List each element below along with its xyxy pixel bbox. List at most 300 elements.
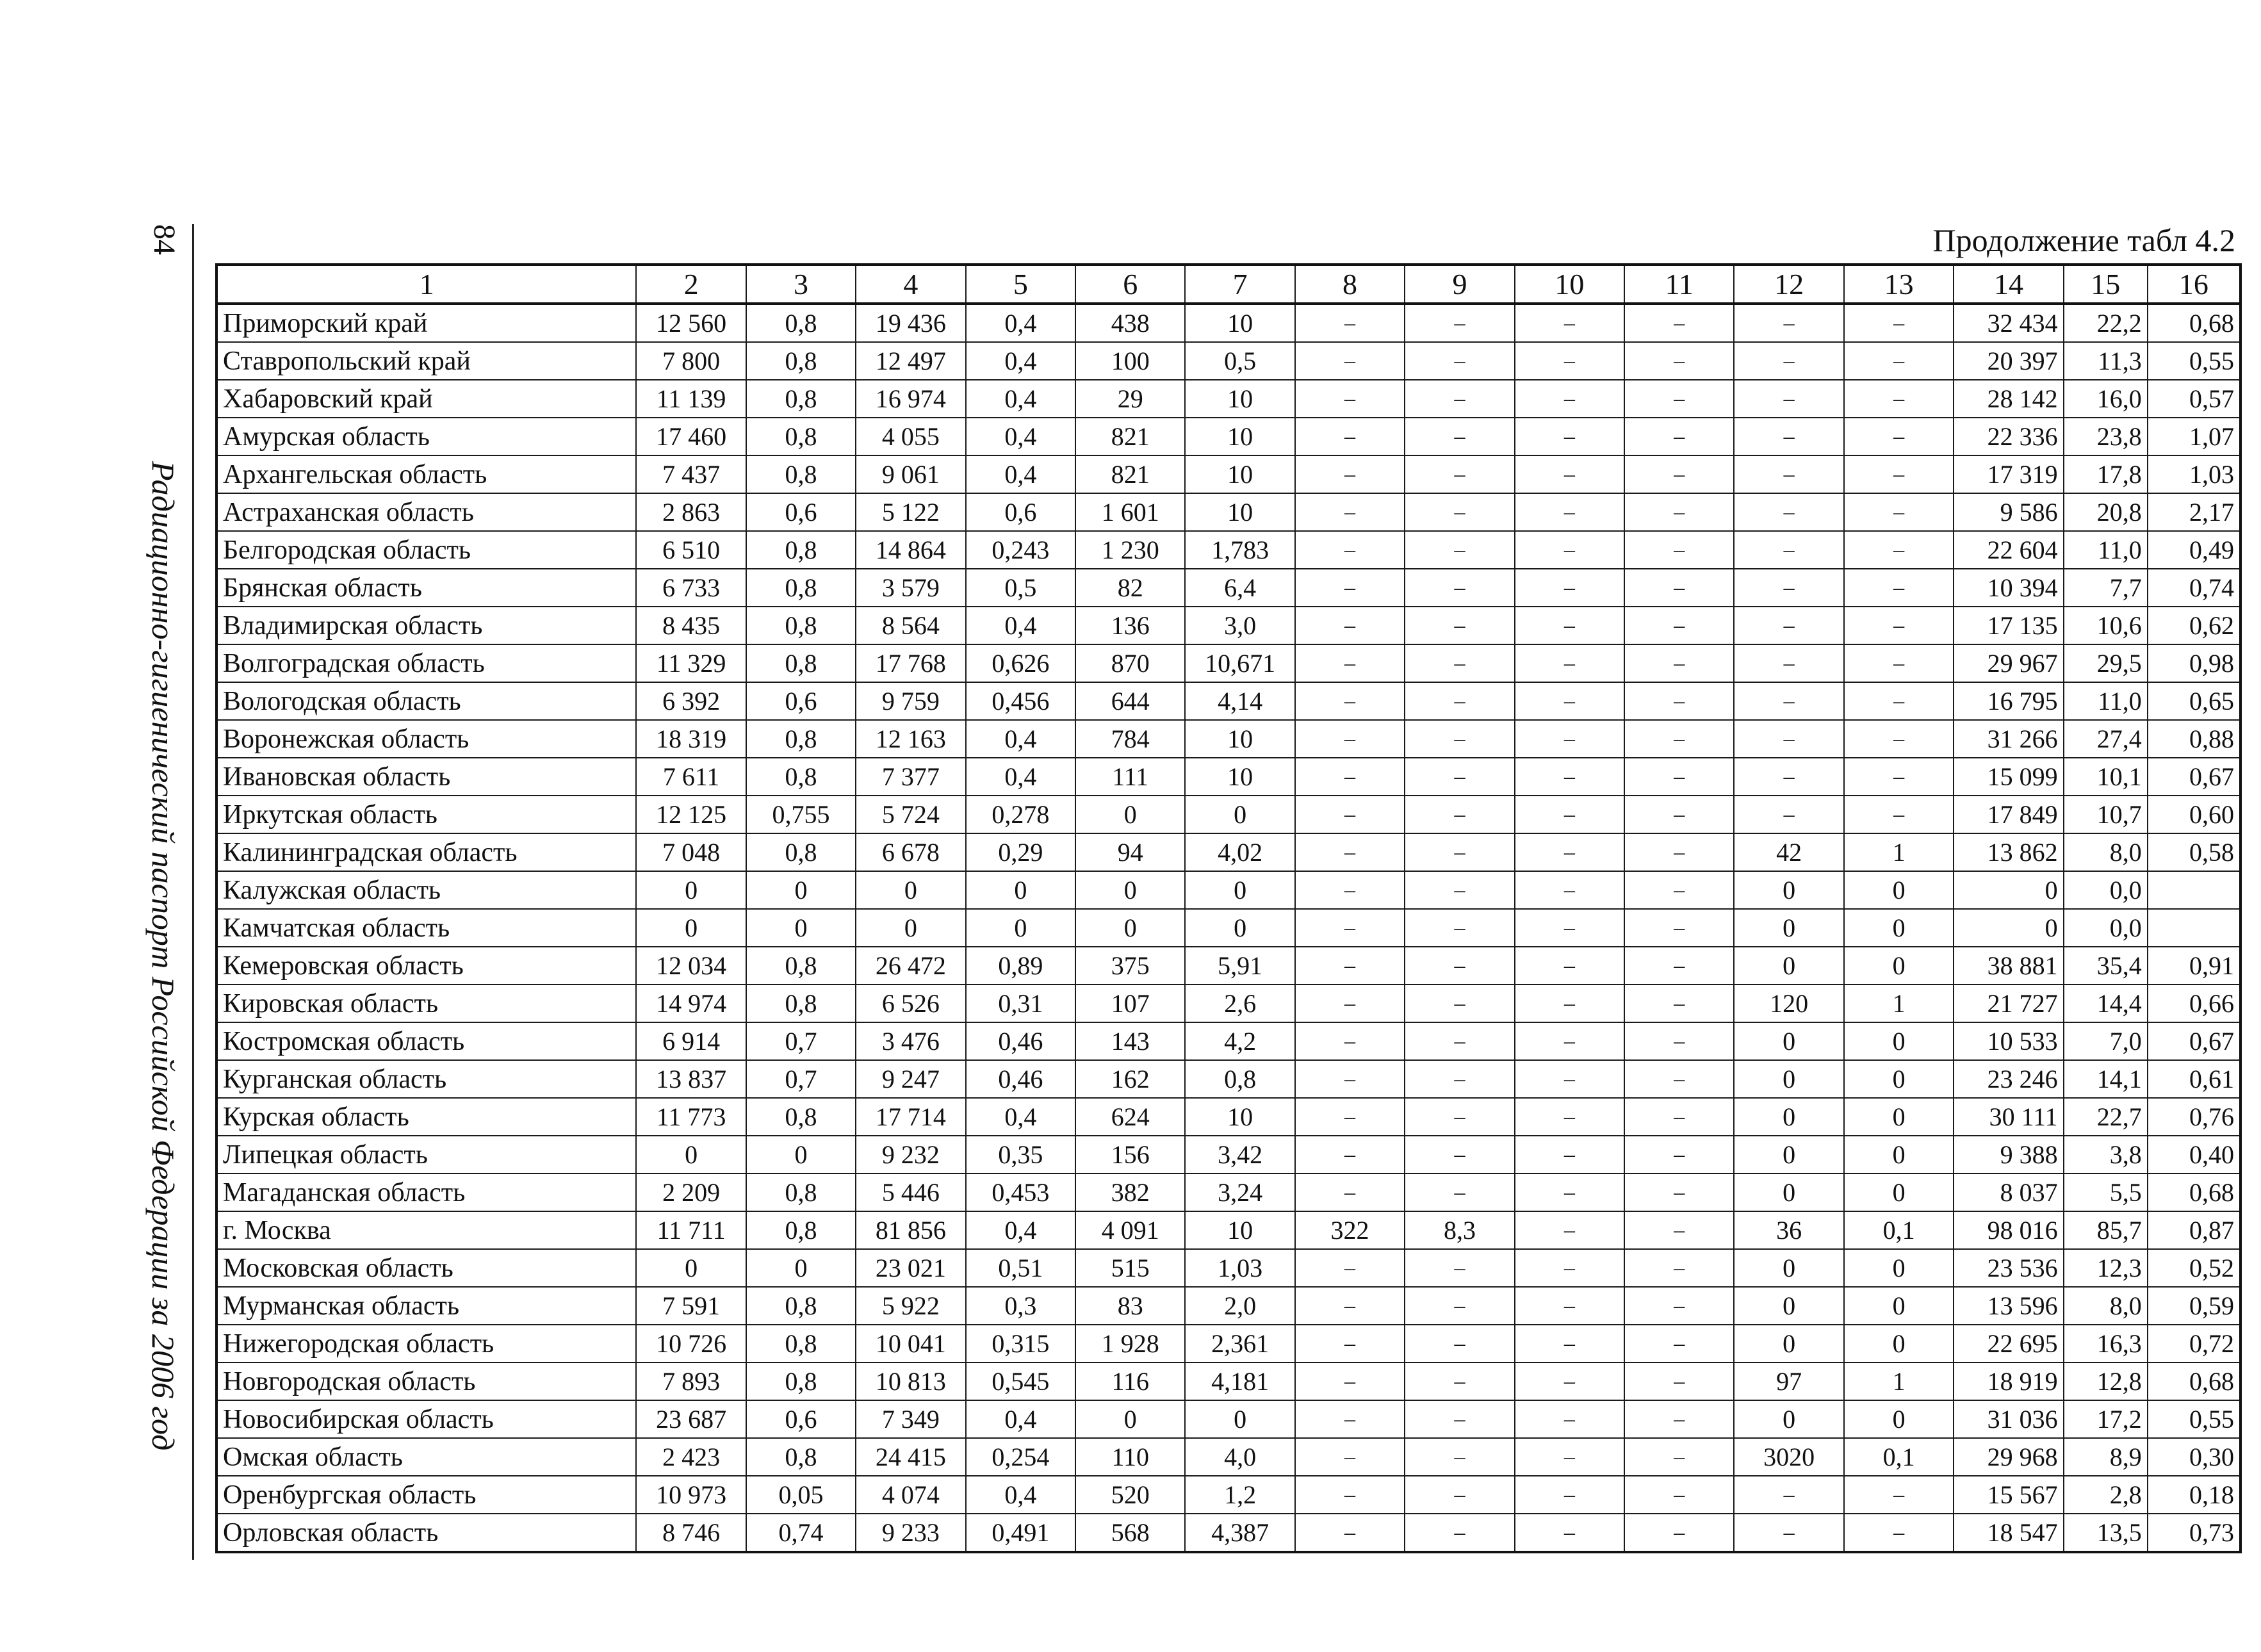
region-name-cell: Кировская область [216,985,636,1022]
table-cell: 0 [1844,909,1954,947]
table-cell: 0,8 [746,1362,856,1400]
column-header: 9 [1405,265,1514,304]
table-cell: – [1405,493,1514,531]
table-row [216,1211,2241,1249]
table-cell: 1,07 [2148,418,2241,455]
table-cell: 29 [1075,380,1185,418]
table-cell: – [1515,531,1624,569]
table-cell: 0,89 [966,947,1075,985]
table-cell: 0,4 [966,418,1075,455]
table-row [216,607,2241,644]
table-cell: – [1295,1400,1405,1438]
table-cell: 110 [1075,1438,1185,1476]
table-cell: 0,8 [746,1211,856,1249]
table-cell: 1,03 [2148,455,2241,493]
table-cell: 0 [636,1249,746,1287]
table-cell: – [1405,833,1514,871]
table-cell: 7 377 [856,758,965,796]
region-name-cell: Нижегородская область [216,1325,636,1362]
table-row [216,1136,2241,1174]
table-cell: 2 423 [636,1438,746,1476]
table-cell: 3,0 [1185,607,1294,644]
table-cell: – [1295,1098,1405,1136]
table-cell: 10 041 [856,1325,965,1362]
table-cell: 2,17 [2148,493,2241,531]
table-cell: 3 579 [856,569,965,607]
table-cell: – [1515,985,1624,1022]
table-cell: – [1515,947,1624,985]
table-cell: 0,67 [2148,758,2241,796]
table-cell: 0 [1954,871,2063,909]
table-cell [2148,871,2241,909]
table-cell: 0,8 [746,947,856,985]
region-name-cell: Астраханская область [216,493,636,531]
table-cell: 13 837 [636,1060,746,1098]
table-cell: 0,68 [2148,1174,2241,1211]
table-cell: – [1295,304,1405,342]
table-cell: – [1515,1514,1624,1552]
table-cell: 10 [1185,720,1294,758]
table-cell: – [1405,569,1514,607]
table-cell: – [1405,418,1514,455]
table-cell: – [1295,644,1405,682]
table-cell: 0 [1844,947,1954,985]
table-cell: – [1515,720,1624,758]
table-row [216,1325,2241,1362]
table-cell: 0 [636,909,746,947]
table-cell: 870 [1075,644,1185,682]
table-cell: – [1624,1287,1734,1325]
table-cell: – [1844,569,1954,607]
table-cell: 0 [1075,871,1185,909]
table-cell: 0 [1844,1060,1954,1098]
table-cell: – [1734,1476,1843,1514]
table-cell: 515 [1075,1249,1185,1287]
table-cell: 1,783 [1185,531,1294,569]
table-row [216,304,2241,342]
table-cell: 12 163 [856,720,965,758]
table-cell: – [1624,304,1734,342]
table-cell: 0,57 [2148,380,2241,418]
table-cell: 0 [1734,1136,1843,1174]
column-header: 8 [1295,265,1405,304]
table-cell: – [1295,342,1405,380]
table-cell: 382 [1075,1174,1185,1211]
table-cell: 1 [1844,1362,1954,1400]
table-cell: 8 037 [1954,1174,2063,1211]
table-cell: 10 [1185,304,1294,342]
table-cell: – [1515,1476,1624,1514]
column-header: 3 [746,265,856,304]
table-cell: 0,46 [966,1060,1075,1098]
table-cell: 0 [1185,909,1294,947]
table-cell: 0,5 [1185,342,1294,380]
table-cell: – [1405,531,1514,569]
table-cell: 1 601 [1075,493,1185,531]
table-cell: 35,4 [2064,947,2148,985]
table-cell: – [1734,720,1843,758]
table-cell: 11,3 [2064,342,2148,380]
table-cell: 0,59 [2148,1287,2241,1325]
table-row [216,909,2241,947]
region-name-cell: Мурманская область [216,1287,636,1325]
region-name-cell: Брянская область [216,569,636,607]
table-cell: – [1405,1098,1514,1136]
table-row [216,1249,2241,1287]
table-cell: 438 [1075,304,1185,342]
table-cell: 0 [1734,1325,1843,1362]
table-cell: – [1295,1362,1405,1400]
table-cell: 0,8 [746,1287,856,1325]
table-cell: 0,18 [2148,1476,2241,1514]
table-cell: 7,7 [2064,569,2148,607]
table-cell: – [1624,796,1734,833]
table-cell: 32 434 [1954,304,2063,342]
table-cell: 0 [1734,1400,1843,1438]
region-name-cell: Кемеровская область [216,947,636,985]
table-cell: 156 [1075,1136,1185,1174]
table-cell: 0 [1185,796,1294,833]
region-name-cell: Камчатская область [216,909,636,947]
table-cell: – [1405,1060,1514,1098]
table-cell: – [1295,455,1405,493]
table-cell: 0,91 [2148,947,2241,985]
table-cell: 2,361 [1185,1325,1294,1362]
table-cell: – [1624,418,1734,455]
region-name-cell: Омская область [216,1438,636,1476]
table-cell: 3,42 [1185,1136,1294,1174]
table-cell: 0,545 [966,1362,1075,1400]
table-cell: 0,46 [966,1022,1075,1060]
table-cell: 10 [1185,758,1294,796]
table-cell: – [1405,1514,1514,1552]
table-row [216,569,2241,607]
table-row [216,871,2241,909]
table-cell: 12,3 [2064,1249,2148,1287]
table-cell: 0,65 [2148,682,2241,720]
table-cell: 10 [1185,455,1294,493]
table-cell: 0,7 [746,1022,856,1060]
table-cell: – [1844,418,1954,455]
table-cell: 11 139 [636,380,746,418]
page-number: 84 [147,224,181,255]
table-cell: 3,8 [2064,1136,2148,1174]
table-cell: – [1515,304,1624,342]
table-cell: 0,30 [2148,1438,2241,1476]
table-cell: – [1295,607,1405,644]
table-cell: 23 021 [856,1249,965,1287]
table-cell: 16 974 [856,380,965,418]
table-row [216,1476,2241,1514]
table-cell: – [1844,1514,1954,1552]
table-cell: – [1515,1174,1624,1211]
table-cell: 23,8 [2064,418,2148,455]
table-cell: 29,5 [2064,644,2148,682]
table-cell: 10,671 [1185,644,1294,682]
table-cell: – [1295,380,1405,418]
table-cell: 784 [1075,720,1185,758]
table-cell: – [1295,1438,1405,1476]
table-cell: – [1624,758,1734,796]
table-cell: – [1405,758,1514,796]
region-name-cell: Костромская область [216,1022,636,1060]
table-cell: – [1295,1060,1405,1098]
table-cell: 10 813 [856,1362,965,1400]
table-cell: 0,40 [2148,1136,2241,1174]
table-cell: 10 [1185,493,1294,531]
table-cell: 0,8 [746,607,856,644]
table-row [216,1174,2241,1211]
column-header: 1 [216,265,636,304]
table-cell: – [1295,1325,1405,1362]
table-cell: 4,2 [1185,1022,1294,1060]
table-cell: – [1844,682,1954,720]
table-cell: 22,7 [2064,1098,2148,1136]
table-cell: 0,74 [746,1514,856,1552]
table-cell: 0,4 [966,607,1075,644]
table-cell: – [1624,531,1734,569]
table-cell: – [1295,682,1405,720]
table-cell: 0,8 [746,758,856,796]
table-cell: 1,03 [1185,1249,1294,1287]
table-cell: 0,60 [2148,796,2241,833]
table-row [216,1060,2241,1098]
table-cell: 100 [1075,342,1185,380]
table-cell: – [1515,758,1624,796]
table-cell: – [1844,380,1954,418]
table-cell: 23 687 [636,1400,746,1438]
table-cell: – [1624,342,1734,380]
table-cell: – [1734,531,1843,569]
table-cell: 107 [1075,985,1185,1022]
table-cell: – [1295,531,1405,569]
table-cell: – [1515,1211,1624,1249]
margin-rule [192,224,194,1560]
table-cell: 0,7 [746,1060,856,1098]
table-cell: 14,1 [2064,1060,2148,1098]
table-cell: 81 856 [856,1211,965,1249]
table-cell: 375 [1075,947,1185,985]
table-cell: 38 881 [1954,947,2063,985]
table-cell: 0,254 [966,1438,1075,1476]
table-cell: 11 329 [636,644,746,682]
table-cell: – [1624,909,1734,947]
table-cell: – [1405,304,1514,342]
table-cell: – [1405,796,1514,833]
table-cell: – [1844,607,1954,644]
table-cell: 520 [1075,1476,1185,1514]
table-cell: 143 [1075,1022,1185,1060]
table-cell: 0,68 [2148,304,2241,342]
table-cell: – [1295,1287,1405,1325]
table-cell: 0,456 [966,682,1075,720]
table-cell: 6 678 [856,833,965,871]
table-cell: 4,02 [1185,833,1294,871]
table-cell: – [1295,569,1405,607]
table-cell: 15 099 [1954,758,2063,796]
table-cell: – [1734,380,1843,418]
table-caption: Продолжение табл 4.2 [1932,222,2235,258]
table-cell: 821 [1075,455,1185,493]
table-cell: 0 [1844,1098,1954,1136]
table-cell: 0,8 [746,1438,856,1476]
table-cell: 9 759 [856,682,965,720]
table-cell: 0 [1185,1400,1294,1438]
table-row [216,1362,2241,1400]
table-cell: – [1295,833,1405,871]
table-cell: 0,8 [746,418,856,455]
table-cell: 97 [1734,1362,1843,1400]
region-name-cell: Архангельская область [216,455,636,493]
table-cell: – [1624,1476,1734,1514]
table-cell: 0 [1734,909,1843,947]
table-cell: 7,0 [2064,1022,2148,1060]
table-cell: 13 596 [1954,1287,2063,1325]
table-cell: 0 [1075,1400,1185,1438]
table-cell: 0,8 [746,304,856,342]
table-row [216,1022,2241,1060]
table-cell: 0 [636,1136,746,1174]
table-cell: – [1405,1249,1514,1287]
table-cell: 624 [1075,1098,1185,1136]
region-name-cell: Новгородская область [216,1362,636,1400]
table-cell: – [1624,833,1734,871]
region-name-cell: Иркутская область [216,796,636,833]
table-cell: 20,8 [2064,493,2148,531]
table-cell: – [1624,1325,1734,1362]
table-cell: 0,55 [2148,1400,2241,1438]
table-cell: 18 319 [636,720,746,758]
table-cell: 0,4 [966,720,1075,758]
table-cell: 0,98 [2148,644,2241,682]
table-cell: 5 724 [856,796,965,833]
table-cell: 0,72 [2148,1325,2241,1362]
table-cell: 0,05 [746,1476,856,1514]
table-cell: – [1515,1400,1624,1438]
table-cell: 10,7 [2064,796,2148,833]
table-cell: 83 [1075,1287,1185,1325]
table-cell: – [1405,947,1514,985]
table-cell: 0 [1844,1400,1954,1438]
table-cell: 5 922 [856,1287,965,1325]
table-cell: 42 [1734,833,1843,871]
table-cell: 9 232 [856,1136,965,1174]
table-cell: 0,4 [966,380,1075,418]
table-cell: 24 415 [856,1438,965,1476]
region-name-cell: Курганская область [216,1060,636,1098]
table-cell: 7 611 [636,758,746,796]
table-cell: – [1405,607,1514,644]
table-row [216,455,2241,493]
table-cell: – [1405,1438,1514,1476]
table-cell: 0,8 [746,380,856,418]
table-cell: 18 919 [1954,1362,2063,1400]
table-cell: 0,4 [966,304,1075,342]
table-cell: – [1515,1022,1624,1060]
table-cell: – [1734,644,1843,682]
table-cell: 18 547 [1954,1514,2063,1552]
table-cell: – [1515,644,1624,682]
data-table [215,263,2242,1553]
table-cell: 0,6 [746,1400,856,1438]
table-cell: – [1624,607,1734,644]
table-cell: 136 [1075,607,1185,644]
table-cell: 0 [1734,1249,1843,1287]
table-cell: – [1734,1514,1843,1552]
table-cell: 30 111 [1954,1098,2063,1136]
region-name-cell: Калужская область [216,871,636,909]
table-cell: 0,6 [966,493,1075,531]
table-cell: 0,315 [966,1325,1075,1362]
table-cell: – [1405,644,1514,682]
table-cell: 0,4 [966,758,1075,796]
table-cell: – [1405,380,1514,418]
table-cell: 162 [1075,1060,1185,1098]
table-cell: – [1405,871,1514,909]
table-cell: 0,8 [746,342,856,380]
column-header: 14 [1954,265,2063,304]
column-header: 2 [636,265,746,304]
column-header: 13 [1844,265,1954,304]
table-cell: 0,8 [746,985,856,1022]
table-cell: 26 472 [856,947,965,985]
table-cell: – [1515,1136,1624,1174]
region-name-cell: Владимирская область [216,607,636,644]
table-cell: – [1844,531,1954,569]
table-cell: 116 [1075,1362,1185,1400]
table-cell: – [1405,1287,1514,1325]
table-cell: 0,8 [746,644,856,682]
table-cell: 644 [1075,682,1185,720]
table-cell: 5 446 [856,1174,965,1211]
table-cell: 14,4 [2064,985,2148,1022]
table-cell: 0,31 [966,985,1075,1022]
table-cell: 23 246 [1954,1060,2063,1098]
table-cell: 0 [1844,1249,1954,1287]
table-cell: 0,61 [2148,1060,2241,1098]
table-row [216,1514,2241,1552]
table-cell: 22 604 [1954,531,2063,569]
table-row [216,720,2241,758]
table-cell: – [1295,1022,1405,1060]
table-cell: 5,91 [1185,947,1294,985]
table-cell: 5,5 [2064,1174,2148,1211]
table-cell: 12 125 [636,796,746,833]
table-cell: – [1515,871,1624,909]
table-cell: 1 230 [1075,531,1185,569]
table-cell: 0,62 [2148,607,2241,644]
table-cell: 0,68 [2148,1362,2241,1400]
table-cell: 22,2 [2064,304,2148,342]
table-cell: – [1405,682,1514,720]
table-cell: – [1405,909,1514,947]
table-cell: 568 [1075,1514,1185,1552]
table-cell: 0 [746,1249,856,1287]
table-cell: 11,0 [2064,531,2148,569]
table-cell: 5 122 [856,493,965,531]
table-row [216,758,2241,796]
table-cell: 9 586 [1954,493,2063,531]
table-cell: – [1295,947,1405,985]
table-cell: 0,76 [2148,1098,2241,1136]
table-cell: – [1515,1438,1624,1476]
region-name-cell: Ивановская область [216,758,636,796]
table-row [216,380,2241,418]
table-cell: 0,8 [746,531,856,569]
table-row [216,947,2241,985]
table-cell: – [1734,569,1843,607]
table-cell: 11,0 [2064,682,2148,720]
